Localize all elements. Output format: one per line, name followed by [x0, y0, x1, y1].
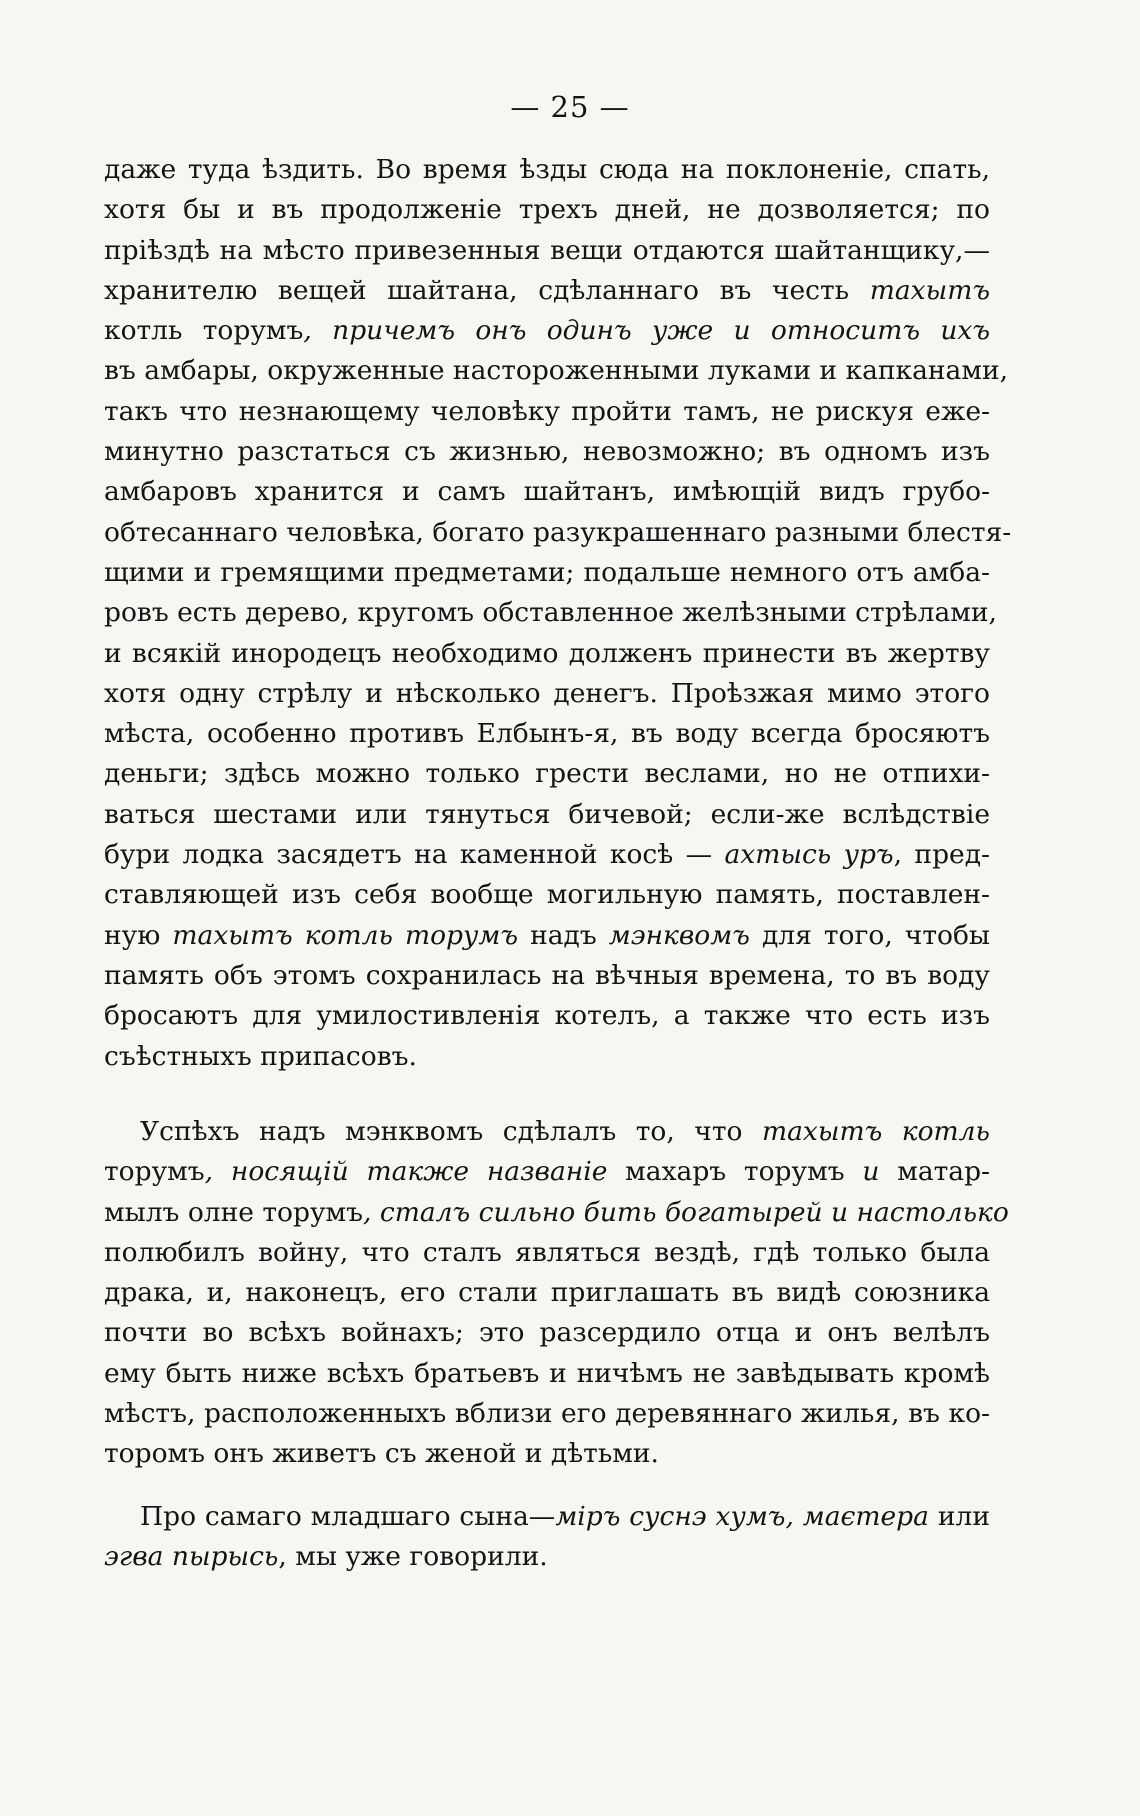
text-line: бросаютъ для умилостивленія котелъ, а также что есть изъ [104, 1000, 990, 1032]
text-line: деньги; здѣсь можно только грести веслами, но не отпихи- [104, 758, 990, 790]
text-line: Успѣхъ надъ мэнквомъ сдѣлалъ то, что тахытъ котль [140, 1116, 990, 1147]
italic-term: тахытъ котль [761, 1116, 990, 1147]
text-line: мѣста, особенно противъ Елбынъ-я, въ воду всегда бросяютъ [104, 718, 990, 750]
text-line: въ амбары, окруженные настороженными луками и капканами, [104, 355, 1009, 387]
text-line: бури лодка засядетъ на каменной косѣ — ахтысь уръ, пред- [104, 839, 990, 871]
text-line: ную тахытъ котль торумъ надъ мэнквомъ для того, чтобы [104, 919, 990, 951]
text-line: обтесаннаго человѣка, богато разукрашеннаго разными блестя- [104, 516, 1012, 548]
paragraph-1 [104, 150, 1012, 1077]
italic-term: , носящій также названіе [204, 1156, 626, 1188]
italic-term: мэнквомъ [608, 919, 750, 951]
italic-term: міръ суснэ хумъ, маєтера [555, 1501, 929, 1532]
italic-term: тахытъ [869, 274, 990, 306]
italic-term: эгва пырысь [104, 1541, 279, 1573]
italic-term: и [844, 1156, 898, 1188]
text-line: хранителю вещей шайтана, сдѣланнаго въ честь тахытъ [104, 274, 990, 306]
text-line: эгва пырысь, мы уже говорили. [104, 1541, 548, 1573]
text-line: ваться шестами или тянуться бичевой; если-же вслѣдствіе [104, 798, 990, 830]
text-line: полюбилъ войну, что сталъ являться вездѣ, гдѣ только была [104, 1236, 990, 1268]
text-line: минутно разстаться съ жизнью, невозможно; въ одномъ изъ [104, 436, 990, 468]
page-number: — 25 — [510, 90, 630, 124]
text-line: торомъ онъ живетъ съ женой и дѣтьми. [104, 1438, 659, 1470]
text-line: ставляющей изъ себя вообще могильную память, поставлен- [104, 879, 990, 911]
text-line: драка, и, наконецъ, его стали приглашать въ видѣ союзника [104, 1277, 990, 1309]
italic-term: , причемъ онъ одинъ уже и относитъ ихъ [303, 315, 990, 347]
text-line: амбаровъ хранится и самъ шайтанъ, имѣющій видъ грубо- [104, 476, 990, 508]
text-line: даже туда ѣздить. Во время ѣзды сюда на поклоненіе, спать, [104, 154, 990, 185]
text-line: щими и гремящими предметами; подальше немного отъ амба- [104, 556, 990, 588]
text-line: и всякій инородецъ необходимо долженъ принести въ жертву [104, 637, 990, 669]
italic-term: тахытъ котль торумъ [172, 919, 519, 951]
text-line: пріѣздѣ на мѣсто привезенныя вещи отдаются шайтанщику,— [104, 234, 990, 266]
text-line: мѣстъ, расположенныхъ вблизи его деревяннаго жилья, въ ко- [104, 1398, 990, 1430]
paragraph-3 [104, 1497, 990, 1578]
text-line: хотя бы и въ продолженіе трехъ дней, не дозволяется; по [104, 194, 990, 226]
paragraph-2 [104, 1112, 1009, 1475]
text-line: ровъ есть дерево, кругомъ обставленное желѣзными стрѣлами, [104, 597, 997, 629]
text-line: торумъ, носящій также названіе махаръ торумъ и матар- [104, 1156, 990, 1188]
text-line: такъ что незнающему человѣку пройти тамъ, не рискуя еже- [104, 395, 990, 427]
text-line: мылъ олне торумъ, сталъ сильно бить богатырей и настолько [104, 1196, 1009, 1228]
text-line: съѣстныхъ припасовъ. [104, 1040, 417, 1072]
text-line: котль торумъ, причемъ онъ одинъ уже и относитъ ихъ [104, 315, 990, 347]
text-line: ему быть ниже всѣхъ братьевъ и ничѣмъ не завѣдывать кромѣ [104, 1357, 990, 1389]
text-line: Про самаго младшаго сына—міръ суснэ хумъ, маєтера или [140, 1501, 990, 1532]
text-line: хотя одну стрѣлу и нѣсколько денегъ. Проѣзжая мимо этого [104, 677, 990, 709]
italic-term: ахтысь уръ [724, 839, 894, 871]
text-line: почти во всѣхъ войнахъ; это разсердило отца и онъ велѣлъ [104, 1317, 990, 1349]
italic-term: , сталъ сильно бить богатырей и настолько [363, 1196, 1009, 1228]
text-line: память объ этомъ сохранилась на вѣчныя времена, то въ воду [104, 959, 990, 991]
